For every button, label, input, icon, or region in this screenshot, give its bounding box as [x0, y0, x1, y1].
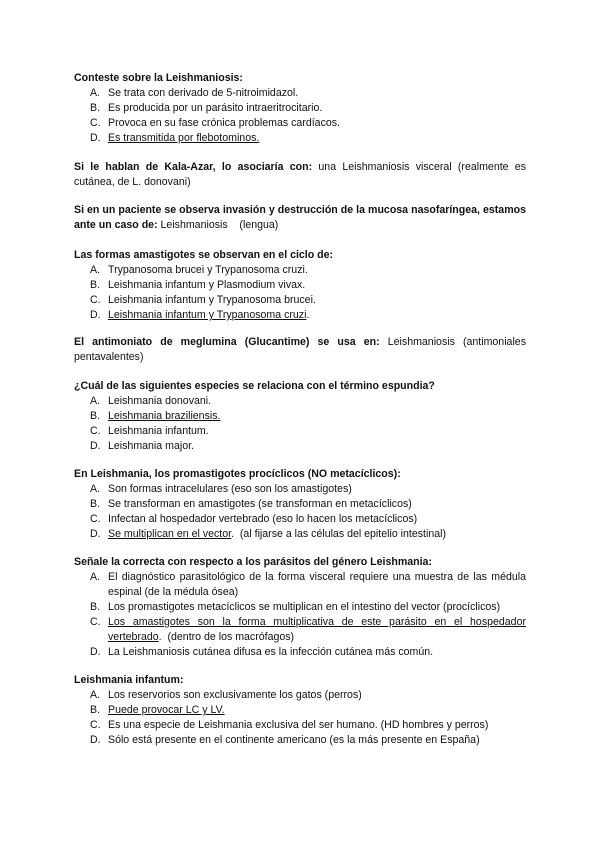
option-b-correct — [74, 703, 526, 718]
question-kala-azar — [74, 160, 526, 190]
question-leishmania-infantum — [74, 673, 526, 748]
option-b — [74, 278, 526, 293]
option-a — [74, 688, 526, 703]
question-title: El antimoniato de meglumina (Glucantime) se usa en: — [74, 336, 380, 348]
option-c-correct — [74, 615, 526, 645]
option-text: Los promastigotes metacíclicos se multiplican en el intestino del vector (procíclicos) — [108, 601, 501, 613]
option-letter: A. — [90, 571, 101, 583]
option-text: Leishmania infantum y Plasmodium vivax. — [108, 279, 306, 291]
option-text: La Leishmaniosis cutánea difusa es la infección cutánea más común. — [108, 646, 434, 658]
option-d-correct — [74, 527, 526, 542]
option-text-underlined: Leishmania infantum y Trypanosoma cruzi — [108, 309, 307, 321]
option-letter: D. — [90, 132, 101, 144]
option-a — [74, 482, 526, 497]
option-c — [74, 116, 526, 131]
option-text: Se trata con derivado de 5-nitroimidazol. — [108, 87, 299, 99]
question-espundia — [74, 379, 526, 454]
question-glucantime — [74, 335, 526, 365]
option-a — [74, 570, 526, 600]
question-title: ¿Cuál de las siguientes especies se relaciona con el término espundia? — [74, 380, 435, 392]
option-b-correct — [74, 409, 526, 424]
option-suffix: . (dentro de los macrófagos) — [158, 631, 295, 643]
option-b — [74, 497, 526, 512]
option-letter: C. — [90, 616, 101, 628]
option-letter: B. — [90, 279, 101, 291]
option-d-correct — [74, 131, 526, 146]
option-text-underlined: Es transmitida por flebotominos. — [108, 132, 260, 144]
option-letter: B. — [90, 601, 101, 613]
question-title: Si le hablan de Kala-Azar, lo asociaría con: — [74, 161, 313, 173]
option-d — [74, 733, 526, 748]
option-text: Es una especie de Leishmania exclusiva del ser humano. (HD hombres y perros) — [108, 719, 489, 731]
option-letter: C. — [90, 425, 101, 437]
option-text: Infectan al hospedador vertebrado (eso lo hacen los metacíclicos) — [108, 513, 418, 525]
question-title: Si en un paciente se observa invasión y destrucción de la mucosa nasofaríngea, estamos ante un caso de: — [74, 204, 526, 231]
option-text-underlined: Los amastigotes son la forma multiplicativa de este parásito en el hospedador vertebrado — [108, 616, 526, 643]
option-a — [74, 86, 526, 101]
question-title: En Leishmania, los promastigotes procíclicos (NO metacíclicos): — [74, 468, 401, 480]
option-letter: C. — [90, 294, 101, 306]
option-b — [74, 101, 526, 116]
answer-text: Leishmaniosis (antimoniales pentavalentes) — [74, 336, 526, 363]
option-c — [74, 512, 526, 527]
option-letter: A. — [90, 395, 101, 407]
option-text: Leishmania donovani. — [108, 395, 212, 407]
option-a — [74, 394, 526, 409]
option-text: Leishmania infantum y Trypanosoma brucei. — [108, 294, 316, 306]
question-title: Señale la correcta con respecto a los parásitos del género Leishmania: — [74, 556, 432, 568]
option-letter: D. — [90, 734, 101, 746]
option-letter: D. — [90, 309, 101, 321]
option-text: Leishmania infantum. — [108, 425, 209, 437]
option-suffix: . — [306, 309, 310, 321]
option-c — [74, 718, 526, 733]
option-letter: A. — [90, 87, 101, 99]
option-text: Son formas intracelulares (eso son los amastigotes) — [108, 483, 352, 495]
option-text: Leishmania major. — [108, 440, 194, 452]
option-d — [74, 439, 526, 454]
option-letter: C. — [90, 719, 101, 731]
question-leishmaniosis — [74, 71, 526, 146]
option-c — [74, 424, 526, 439]
option-letter: B. — [90, 410, 101, 422]
option-text: Se transforman en amastigotes (se transforman en metacíclicos) — [108, 498, 412, 510]
option-letter: D. — [90, 528, 101, 540]
option-c — [74, 293, 526, 308]
option-letter: B. — [90, 704, 101, 716]
option-text-underlined: Leishmania braziliensis. — [108, 410, 221, 422]
option-text-underlined: Puede provocar LC y LV. — [108, 704, 225, 716]
question-title: Leishmania infantum: — [74, 674, 184, 686]
option-letter: A. — [90, 264, 101, 276]
option-suffix: . (al fijarse a las células del epitelio intestinal) — [231, 528, 446, 540]
question-genero-leishmania — [74, 555, 526, 660]
option-letter: A. — [90, 483, 101, 495]
option-letter: D. — [90, 646, 101, 658]
option-letter: C. — [90, 513, 101, 525]
option-text-underlined: Se multiplican en el vector — [108, 528, 232, 540]
question-title: Las formas amastigotes se observan en el ciclo de: — [74, 249, 334, 261]
option-letter: C. — [90, 117, 101, 129]
option-d-correct — [74, 308, 526, 323]
option-text: Trypanosoma brucei y Trypanosoma cruzi. — [108, 264, 308, 276]
option-text: Sólo está presente en el continente americano (es la más presente en España) — [108, 734, 480, 746]
option-letter: B. — [90, 102, 101, 114]
option-text: Es producida por un parásito intraeritrocitario. — [108, 102, 323, 114]
answer-text: Leishmaniosis (lengua) — [157, 219, 279, 231]
question-promastigotes — [74, 467, 526, 542]
option-b — [74, 600, 526, 615]
option-text: Provoca en su fase crónica problemas cardíacos. — [108, 117, 341, 129]
question-mucosa — [74, 203, 526, 233]
option-letter: B. — [90, 498, 101, 510]
answer-text: una Leishmaniosis visceral (realmente es cutánea, de L. donovani) — [74, 161, 526, 188]
option-letter: A. — [90, 689, 101, 701]
option-a — [74, 263, 526, 278]
question-amastigotes — [74, 248, 526, 323]
option-text: El diagnóstico parasitológico de la forma visceral requiere una muestra de las médula espinal (de la médula ósea) — [108, 571, 526, 598]
question-title: Conteste sobre la Leishmaniosis: — [74, 72, 243, 84]
option-d — [74, 645, 526, 660]
option-letter: D. — [90, 440, 101, 452]
option-text: Los reservorios son exclusivamente los gatos (perros) — [108, 689, 362, 701]
